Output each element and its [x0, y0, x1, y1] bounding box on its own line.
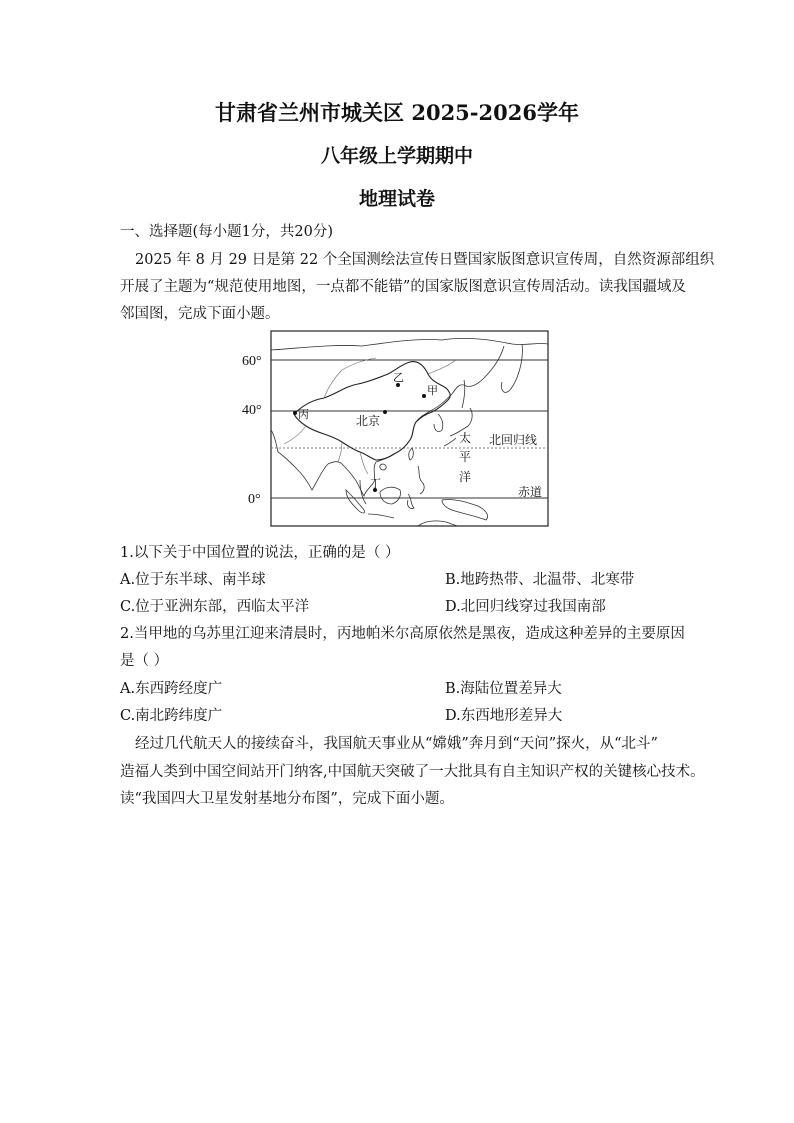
- q1-option-b: B.地跨热带、北温带、北寒带: [445, 572, 635, 588]
- passage2-line-3: 读“我国四大卫星发射基地分布图”，完成下面小题。: [120, 791, 454, 807]
- pacific-char-3: 洋: [459, 470, 472, 484]
- intro-line-1: 2025 年 8 月 29 日是第 22 个全国测绘法宣传日暨国家版图意识宣传周，自然资源部组织: [135, 252, 715, 268]
- point-jia-label: 甲: [427, 384, 438, 397]
- equator-label: 赤道: [518, 485, 543, 499]
- intro-line-3: 邻国图，完成下面小题。: [120, 306, 280, 322]
- point-ding-label: 丁: [370, 477, 381, 490]
- q2-stem-line-2: 是（ ）: [120, 653, 169, 669]
- q1-option-d: D.北回归线穿过我国南部: [445, 599, 606, 615]
- passage2-line-1: 经过几代航天人的接续奋斗，我国航天事业从“嫦娥”奔月到“天问”探火，从“北斗”: [135, 736, 658, 752]
- point-yi-label: 乙: [393, 371, 404, 384]
- intro-line-2: 开展了主题为“规范使用地图，一点都不能错”的国家版图意识宣传周活动。读我国疆域及: [120, 279, 686, 295]
- point-jia-dot: [422, 394, 426, 398]
- passage2-line-2: 造福人类到中国空间站开门纳客,中国航天突破了一大批具有自主知识产权的关键核心技术。: [120, 764, 705, 780]
- lat-label-0: 0°: [248, 492, 261, 507]
- lat-label-40: 40°: [242, 403, 262, 418]
- q2-option-d: D.东西地形差异大: [445, 708, 563, 724]
- q2-option-c: C.南北跨纬度广: [120, 708, 223, 724]
- lat-label-60: 60°: [242, 354, 262, 369]
- beijing-label: 北京: [356, 414, 381, 428]
- q2-option-a: A.东西跨经度广: [120, 681, 223, 697]
- point-bing-label: 丙: [298, 408, 309, 421]
- q1-option-a: A.位于东半球、南半球: [120, 572, 266, 588]
- china-territory-map: [242, 330, 550, 528]
- section-heading: 一、选择题(每小题1分，共20分): [120, 224, 333, 240]
- point-bing-dot: [293, 411, 297, 415]
- exam-title-line2: 八年级上学期期中: [320, 145, 473, 167]
- beijing-dot: [383, 410, 387, 414]
- q2-stem-line-1: 2.当甲地的乌苏里江迎来清晨时，丙地帕米尔高原依然是黑夜，造成这种差异的主要原因: [120, 626, 685, 642]
- q1-option-c: C.位于亚洲东部，西临太平洋: [120, 599, 310, 615]
- exam-title-line3: 地理试卷: [358, 188, 435, 210]
- q1-stem: 1.以下关于中国位置的说法，正确的是（ ）: [120, 545, 400, 561]
- tropic-label: 北回归线: [489, 433, 538, 447]
- exam-title-line1: 甘肃省兰州市城关区 2025-2026学年: [215, 100, 579, 125]
- pacific-char-1: 太: [459, 431, 472, 445]
- pacific-char-2: 平: [459, 450, 472, 464]
- q2-option-b: B.海陆位置差异大: [445, 681, 562, 697]
